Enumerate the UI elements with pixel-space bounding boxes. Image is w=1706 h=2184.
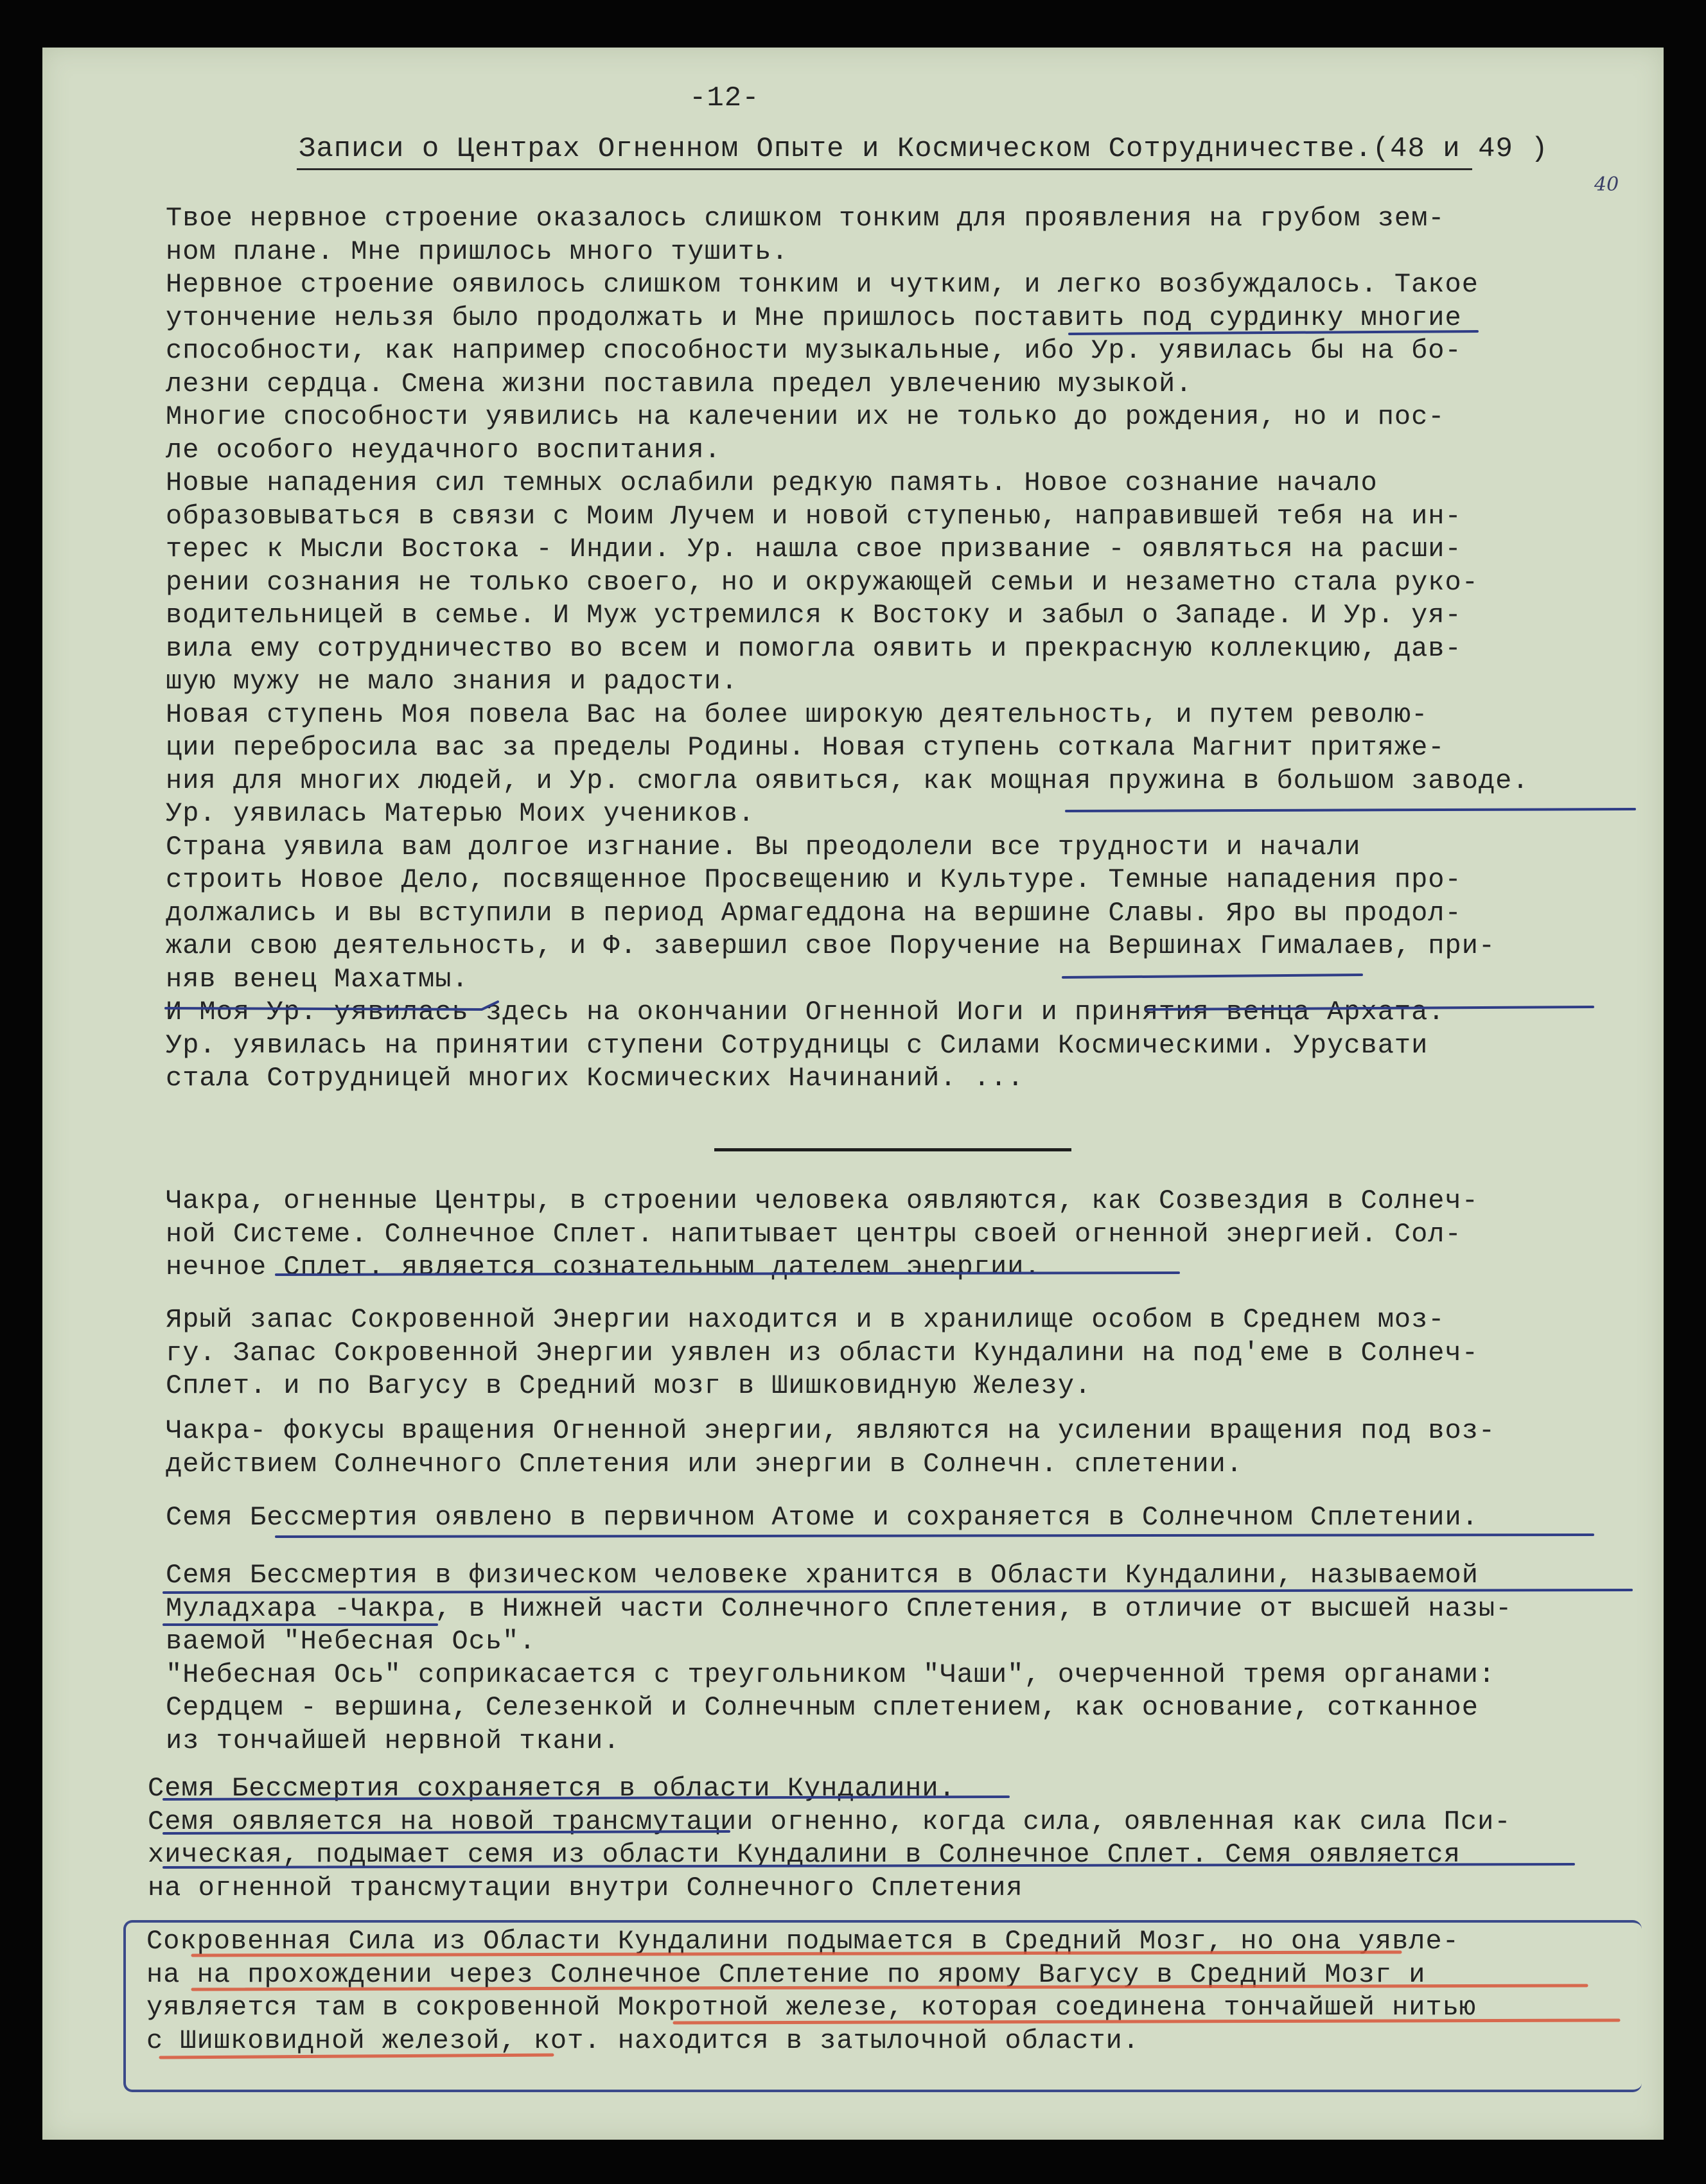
section-separator xyxy=(714,1148,1071,1151)
paragraph: Чакра, огненные Центры, в строении человека оявляются, как Созвездия в Солнеч- ной Системе. Солнечное Сплет. напитывает центры своей огненной энергией. Сол- нечное Сплет. является сознательным дателем энергии. xyxy=(166,1185,1479,1282)
title-underline xyxy=(297,168,1472,170)
sila-paragraph-block xyxy=(146,1925,1617,2057)
paragraph: И Моя Ур. уявилась здесь на окончании Огненной Иоги и принятия венца Архата. Ур. уявилась на принятии ступени Сотрудницы с Силами Космическими. Урусвати стала Сотрудницей многих Космических Начинаний. ... xyxy=(166,997,1445,1094)
semya1-paragraph-block xyxy=(166,1501,1637,1535)
paragraph: Твое нервное строение оказалось слишком тонким для проявления на грубом зем- ном плане. Мне пришлось много тушить. xyxy=(166,203,1445,267)
zapas-paragraph-block xyxy=(166,1304,1637,1403)
paragraph: Многие способности уявились на калечении их не только до рождения, но и пос- ле особого неудачного воспитания. xyxy=(166,401,1445,466)
margin-note: 40 xyxy=(1594,173,1619,196)
paragraph: Сокровенная Сила из Области Кундалини подымается в Средний Мозг, но она уявле- на на прохождении через Солнечное Сплетение по ярому Вагусу в Средний Мозг и уявляется там в сокровенной Мокротной железе, которая соединена тончайшей нитью с Шишковидной железой, кот. находится в затылочной области. xyxy=(146,1926,1477,2056)
page-title: Записи о Центрах Огненном Опыте и Космическом Сотрудничестве.(48 и 49 ) xyxy=(299,133,1549,165)
paragraph: Новые нападения сил темных ослабили редкую память. Новое сознание начало образовываться в связи с Моим Лучем и новой ступенью, направившей тебя на ин- терес к Мысли Востока - Индии. Ур. нашла свое призвание - оявляться на расши- рении сознания не только своего, но и окружающей семьи и незаметно стала руко- водительницей в семье. И Муж устремился к Востоку и забыл о Западе. И Ур. уя- вила ему сотрудничество во всем и помогла оявить и прекрасную коллекцию, дав- шую мужу не мало знания и радости. xyxy=(166,467,1479,697)
chakra-paragraph-block xyxy=(166,1185,1637,1284)
paragraph: Семя Бессмертия сохраняется в области Кундалини. Семя оявляется на новой трансмутации огненно, когда сила, оявленная как сила Пси- хическая, подымает семя из области Кундалини в Солнечное Сплет. Семя оявляется на огненной трансмутации внутри Солнечного Сплетения xyxy=(148,1773,1511,1903)
paragraph: Ярый запас Сокровенной Энергии находится и в хранилище особом в Среднем моз- гу. Запас Сокровенной Энергии уявлен из области Кундалини на под'еме в Солнеч- Сплет. и по Вагусу в Средний мозг в Шишковидную Железу. xyxy=(166,1304,1479,1401)
paragraph: Страна уявила вам долгое изгнание. Вы преодолели все трудности и начали строить Новое Дело, посвященное Просвещению и Культуре. Темные нападения про- должались и вы вступили в период Армагеддона на вершине Славы. Яро вы продол- жали свою деятельность, и Ф. завершил свое Поручение на Вершинах Гималаев, при- няв венец Махатмы. xyxy=(166,831,1496,995)
paragraph: Чакра- фокусы вращения Огненной энергии, являются на усилении вращения под воз- действием Солнечного Сплетения или энергии в Солнечн. сплетении. xyxy=(166,1415,1496,1480)
semya2-paragraph-block xyxy=(166,1559,1637,1758)
paragraph: Семя Бессмертия оявлено в первичном Атоме и сохраняется в Солнечном Сплетении. xyxy=(166,1502,1479,1533)
top-text-block xyxy=(166,202,1637,1096)
paragraph: Семя Бессмертия в физическом человеке хранится в Области Кундалини, называемой Муладхара -Чакра, в Нижней части Солнечного Сплетения, в отличие от высшей назы- ваемой "Небесная Ось". "Небесная Ось" соприкасается с треугольником "Чаши", очерченной тремя органами: Сердцем - вершина, Селезенкой и Солнечным сплетением, как основание, сотканное из тончайшей нервной ткани. xyxy=(166,1560,1513,1756)
paragraph: Новая ступень Моя повела Вас на более широкую деятельность, и путем револю- ции перебросила вас за пределы Родины. Новая ступень соткала Магнит притяже- ния для многих людей, и Ур. смогла оявиться, как мощная пружина в большом заводе. Ур. уявилась Матерью Моих учеников. xyxy=(166,699,1529,829)
page-number: -12- xyxy=(689,82,760,114)
fokus-paragraph-block xyxy=(166,1415,1637,1481)
paragraph: Нервное строение оявилось слишком тонким и чутким, и легко возбуждалось. Такое утончение нельзя было продолжать и Мне пришлось поставить под сурдинку многие способности, как например способности музыкальные, ибо Ур. уявилась бы на бо- лезни сердца. Смена жизни поставила предел увлечению музыкой. xyxy=(166,269,1479,399)
semya3-paragraph-block xyxy=(148,1772,1619,1905)
